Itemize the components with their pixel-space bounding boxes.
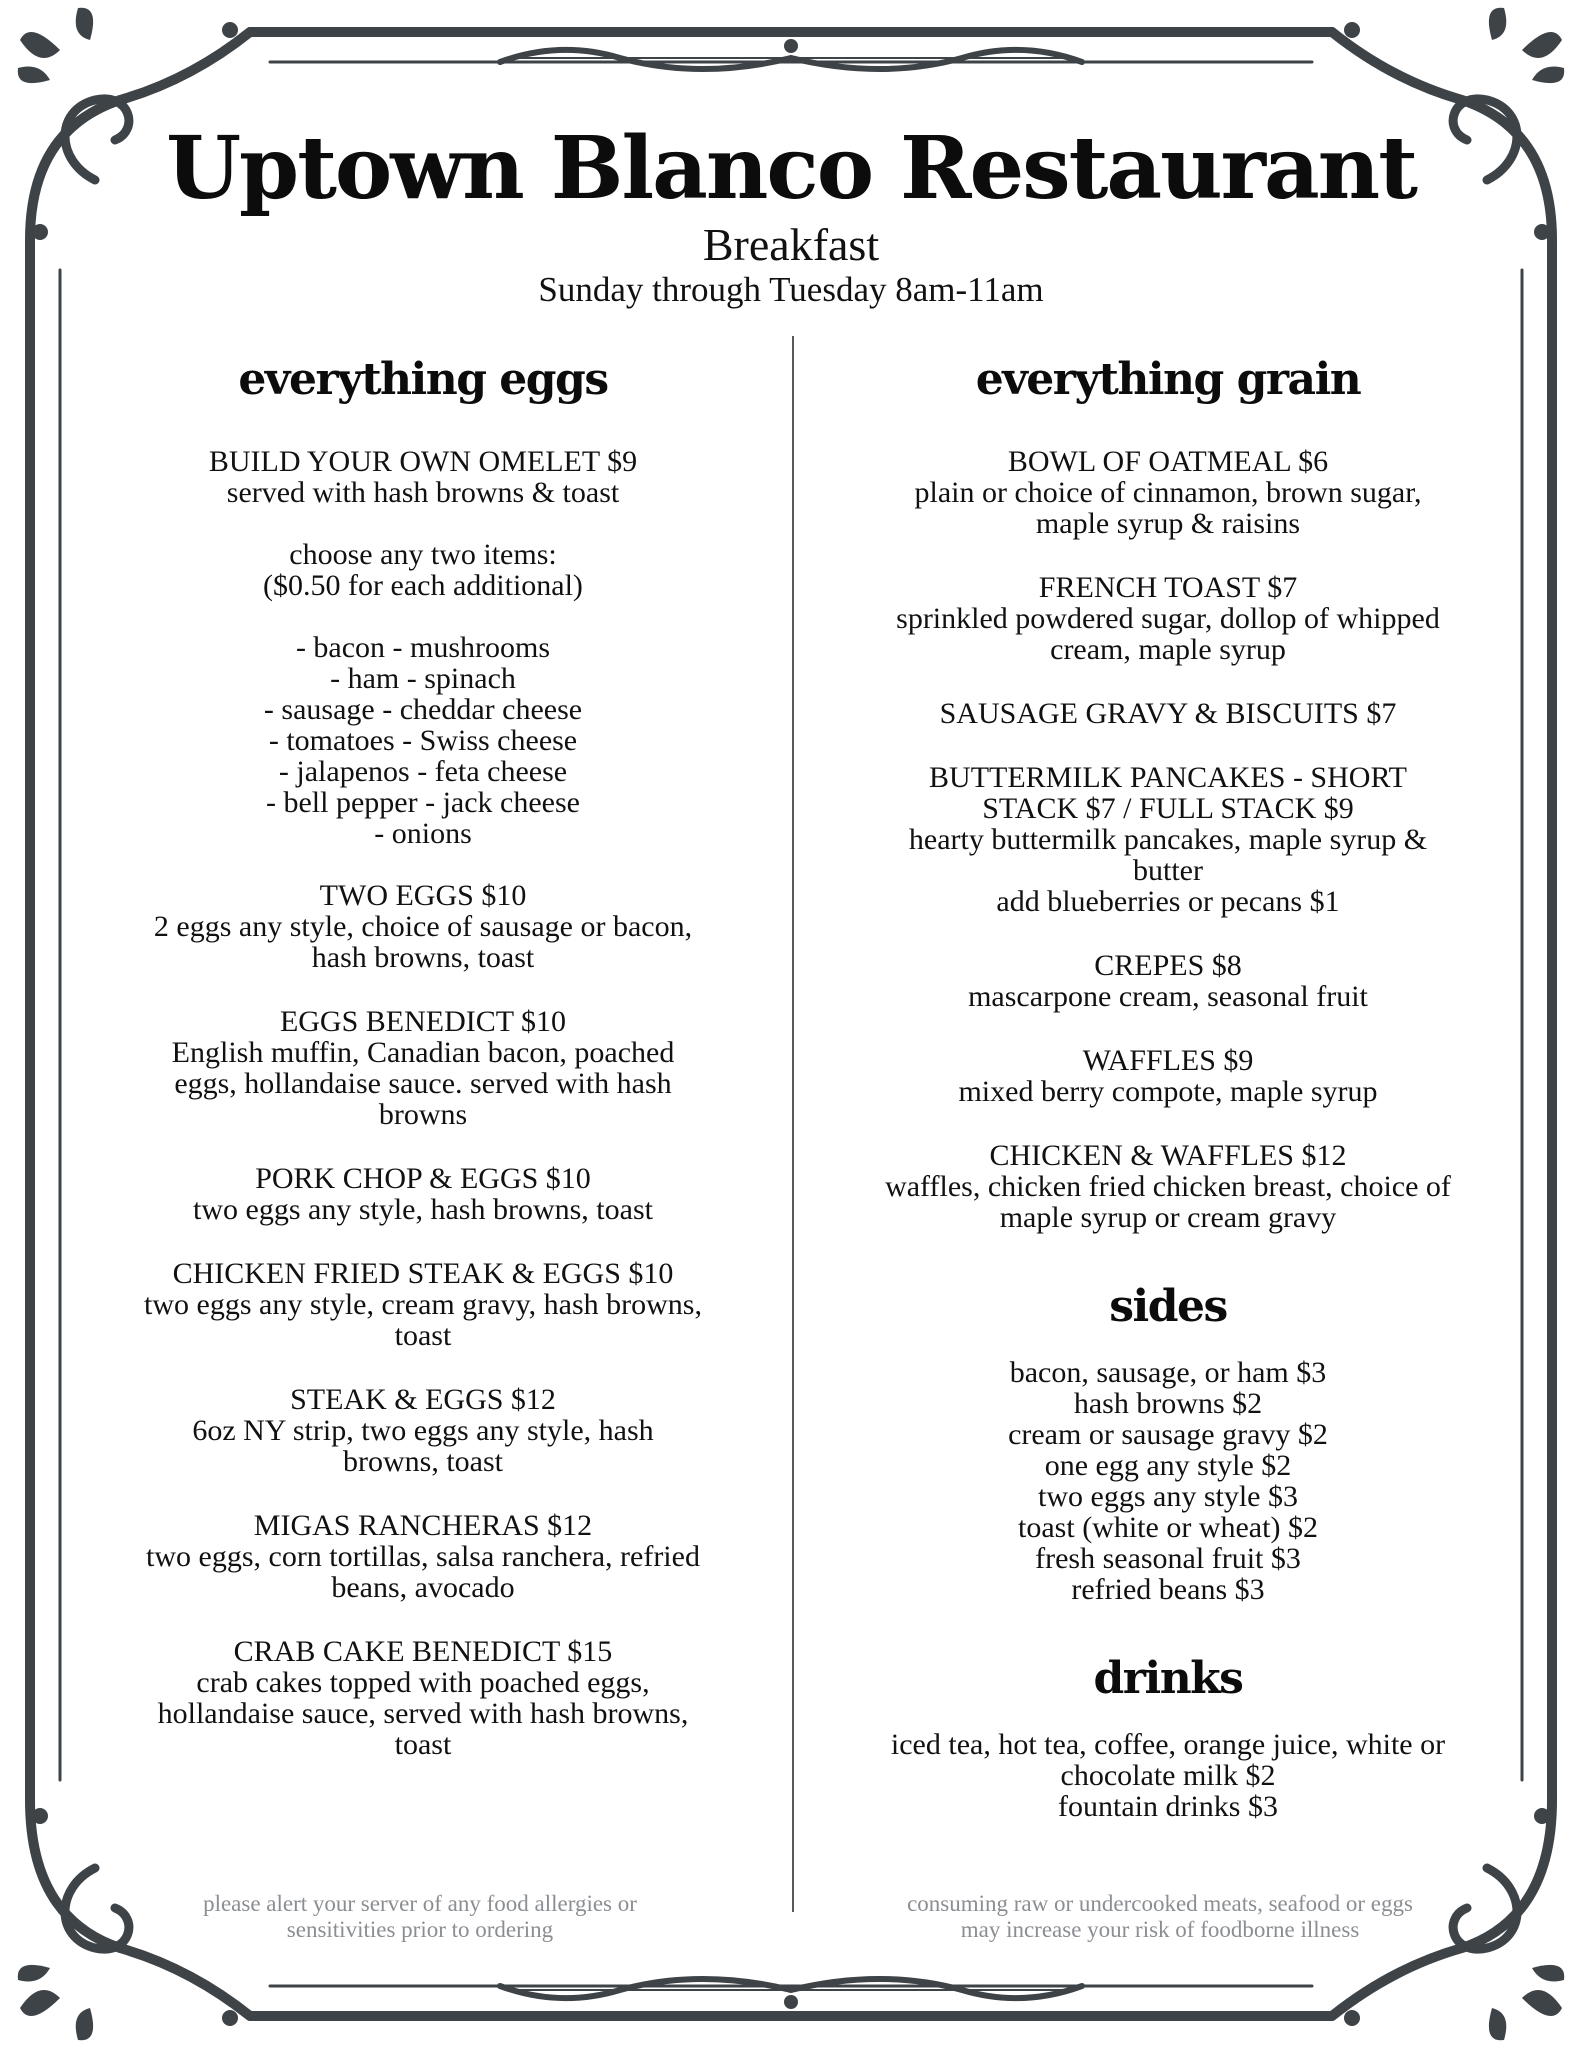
menu-item-name: FRENCH TOAST $7: [1038, 571, 1298, 604]
menu-item-desc: two eggs, corn tortillas, salsa ranchera, refried: [146, 1540, 700, 1573]
drink-item: fountain drinks $3: [1058, 1790, 1278, 1823]
menu-item-name: CREPES $8: [1094, 949, 1242, 982]
menu-item-desc: 6oz NY strip, two eggs any style, hash: [192, 1414, 654, 1447]
side-item: fresh seasonal fruit $3: [1035, 1542, 1301, 1575]
section-title-drinks: drinks: [1093, 1653, 1243, 1704]
sides-list: [868, 1357, 1468, 1605]
menu-item-desc: crab cakes topped with poached eggs,: [196, 1666, 650, 1699]
menu-item-name: TWO EGGS $10: [319, 879, 527, 912]
menu-item-name: CHICKEN FRIED STEAK & EGGS $10: [172, 1257, 674, 1290]
omelet-option: - bacon - mushrooms: [295, 631, 551, 664]
menu-item-desc: add blueberries or pecans $1: [996, 885, 1340, 918]
menu-item-name: STACK $7 / FULL STACK $9: [982, 792, 1354, 825]
omelet-option: - ham - spinach: [330, 662, 516, 695]
omelet-option: - sausage - cheddar cheese: [263, 693, 583, 726]
menu-item-name: SAUSAGE GRAVY & BISCUITS $7: [939, 697, 1397, 730]
menu-item-desc: plain or choice of cinnamon, brown sugar,: [914, 476, 1422, 509]
omelet-option: - onions: [374, 817, 472, 850]
side-item: refried beans $3: [1071, 1573, 1265, 1606]
menu-item: [868, 572, 1468, 665]
menu-item-desc: eggs, hollandaise sauce. served with hash: [174, 1067, 672, 1100]
menu-item-desc: browns, toast: [343, 1445, 503, 1478]
menu-item-desc: hash browns, toast: [311, 941, 535, 974]
side-item: one egg any style $2: [1044, 1449, 1292, 1482]
menu-item-desc: browns: [378, 1098, 468, 1131]
illness-note-line: may increase your risk of foodborne illness: [960, 1917, 1360, 1942]
menu-item-desc: mascarpone cream, seasonal fruit: [968, 980, 1368, 1013]
side-item: two eggs any style $3: [1038, 1480, 1298, 1513]
drink-item: chocolate milk $2: [1060, 1759, 1276, 1792]
drinks-list: [868, 1729, 1468, 1822]
menu-subtitle: Breakfast: [702, 219, 880, 270]
menu-item-desc: butter: [1133, 854, 1203, 887]
menu-item-name: BUTTERMILK PANCAKES - SHORT: [929, 761, 1407, 794]
omelet-option: - tomatoes - Swiss cheese: [268, 724, 578, 757]
side-item: cream or sausage gravy $2: [1008, 1418, 1328, 1451]
omelet-option: - jalapenos - feta cheese: [278, 755, 568, 788]
choose-text: choose any two items:: [289, 538, 557, 571]
allergy-note: [150, 1891, 690, 1943]
foodborne-illness-note: [850, 1891, 1470, 1943]
side-item: toast (white or wheat) $2: [1018, 1511, 1318, 1544]
menu-item: [118, 1384, 728, 1477]
restaurant-title: Uptown Blanco Restaurant: [166, 118, 1416, 219]
menu-item: [868, 1140, 1468, 1233]
column-divider: [792, 336, 794, 1912]
menu-hours: Sunday through Tuesday 8am-11am: [538, 270, 1044, 309]
menu-item-name: MIGAS RANCHERAS $12: [253, 1509, 593, 1542]
menu-item-desc: cream, maple syrup: [1050, 633, 1286, 666]
menu-item-name: CHICKEN & WAFFLES $12: [989, 1139, 1347, 1172]
menu-item-desc: two eggs any style, cream gravy, hash browns,: [144, 1288, 702, 1321]
menu-item-desc: hollandaise sauce, served with hash browns,: [157, 1697, 689, 1730]
menu-item: [118, 1006, 728, 1130]
grain-column: [868, 352, 1468, 1822]
menu-item-desc: 2 eggs any style, choice of sausage or bacon,: [153, 910, 693, 943]
menu-item-desc: served with hash browns & toast: [226, 476, 620, 509]
eggs-column: [118, 352, 728, 1793]
menu-item: [868, 1045, 1468, 1107]
menu-item: [118, 1510, 728, 1603]
omelet-item: [118, 446, 728, 508]
menu-item: [868, 762, 1468, 917]
side-item: bacon, sausage, or ham $3: [1009, 1356, 1327, 1389]
omelet-choose: [118, 539, 728, 601]
menu-item-name: EGGS BENEDICT $10: [279, 1005, 567, 1038]
illness-note-line: consuming raw or undercooked meats, seafood or eggs: [907, 1891, 1413, 1916]
side-item: hash browns $2: [1073, 1387, 1263, 1420]
menu-item-name: PORK CHOP & EGGS $10: [255, 1162, 591, 1195]
menu-item-name: BOWL OF OATMEAL $6: [1007, 445, 1329, 478]
allergy-note-line: sensitivities prior to ordering: [286, 1917, 554, 1942]
menu-item-name: CRAB CAKE BENEDICT $15: [233, 1635, 613, 1668]
menu-item: [118, 880, 728, 973]
menu-item: [868, 446, 1468, 539]
section-title-eggs: everything eggs: [238, 354, 608, 405]
section-title-grain: everything grain: [975, 354, 1361, 405]
menu-item-desc: toast: [394, 1728, 452, 1761]
omelet-options: [118, 632, 728, 849]
menu-item-desc: waffles, chicken fried chicken breast, choice of: [885, 1170, 1451, 1203]
menu-item-name: STEAK & EGGS $12: [290, 1383, 556, 1416]
menu-item: [118, 1163, 728, 1225]
menu-item-desc: toast: [394, 1319, 452, 1352]
menu-item: [868, 698, 1468, 729]
menu-item-desc: sprinkled powdered sugar, dollop of whipped: [896, 602, 1440, 635]
menu-item-desc: maple syrup or cream gravy: [999, 1201, 1337, 1234]
drink-item: iced tea, hot tea, coffee, orange juice, white or: [890, 1728, 1446, 1761]
menu-item: [118, 1636, 728, 1760]
allergy-note-line: please alert your server of any food allergies or: [203, 1891, 637, 1916]
menu-item-desc: hearty buttermilk pancakes, maple syrup &: [908, 823, 1428, 856]
section-title-sides: sides: [1109, 1281, 1227, 1332]
menu-item-desc: beans, avocado: [331, 1571, 515, 1604]
extra-cost: ($0.50 for each additional): [263, 569, 583, 602]
menu-item: [868, 950, 1468, 1012]
omelet-option: - bell pepper - jack cheese: [266, 786, 580, 819]
menu-item-desc: two eggs any style, hash browns, toast: [193, 1193, 653, 1226]
menu-item-desc: mixed berry compote, maple syrup: [958, 1075, 1378, 1108]
menu-item-name: WAFFLES $9: [1082, 1044, 1254, 1077]
menu-item-desc: English muffin, Canadian bacon, poached: [171, 1036, 675, 1069]
menu-item: [118, 1258, 728, 1351]
menu-item-desc: maple syrup & raisins: [1035, 507, 1301, 540]
menu-item-name: BUILD YOUR OWN OMELET $9: [208, 445, 638, 478]
